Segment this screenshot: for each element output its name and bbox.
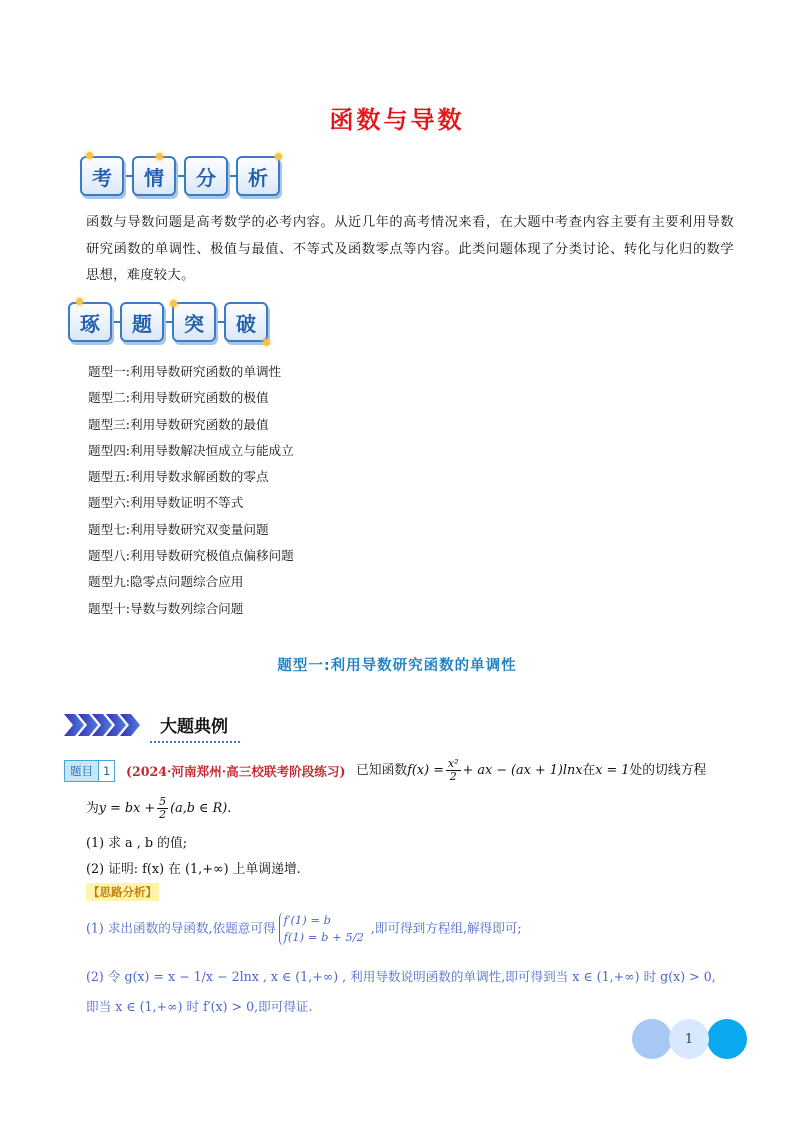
tile-connector (176, 175, 184, 177)
fraction: $\frac{\text{x²}}{2}$ (447, 757, 459, 783)
tile-3: 突 (172, 302, 216, 342)
page-title: 函数与导数 (329, 105, 465, 134)
tile-4: 破 (224, 302, 268, 342)
page-deco-circle (707, 1019, 747, 1059)
question-part-1: (1) 求 a , b 的值; (86, 836, 188, 851)
question-tag-label: 题目 (65, 761, 98, 781)
tile-connector (164, 321, 172, 323)
list-item[interactable]: 题型三:利用导数研究函数的最值 (88, 416, 269, 432)
tile-3: 分 (184, 156, 228, 196)
tile-1: 琢 (68, 302, 112, 342)
question-number: 1 (98, 761, 114, 781)
section-banner-breakthrough (68, 302, 268, 342)
sparkle-icon (76, 298, 83, 305)
question-line-1: 已知函数f(x) = $\frac{\text{x²}}{2}$ + ax − (ax + 1)lnx在x = 1处的切线方程 (356, 757, 707, 783)
list-item[interactable]: 题型一:利用导数研究函数的单调性 (88, 364, 282, 379)
tile-connector (124, 175, 132, 177)
list-item[interactable]: 题型五:利用导数求解函数的零点 (88, 469, 269, 485)
list-item[interactable]: 题型二:利用导数研究函数的极值 (88, 390, 269, 406)
hint-tag: 【思路分析】 (88, 885, 157, 899)
chevron-arrows-icon (64, 714, 134, 736)
page-deco-circle (632, 1019, 672, 1059)
question-tag (64, 760, 115, 782)
intro-paragraph: 函数与导数问题是高考数学的必考内容。从近几年的高考情况来看，在大题中考查内容主要有主要利用导数研究函数的单调性、极值与最值、不等式及函数零点等内容。此类问题体现了分类讨论、转化与化归的数学思想，难度较大。 (86, 215, 734, 283)
list-item[interactable]: 题型九:隐零点问题综合应用 (88, 574, 244, 590)
list-item[interactable]: 题型六:利用导数证明不等式 (88, 495, 244, 511)
tile-connector (112, 321, 120, 323)
sparkle-icon (86, 152, 93, 159)
list-item[interactable]: 题型四:利用导数解决恒成立与能成立 (88, 442, 294, 458)
equation-system: f′(1) = b f(1) = b + 5/2 (279, 912, 368, 946)
hint-line-3: 即当 x ∈ (1,+∞) 时 f′(x) > 0,即可得证. (86, 999, 313, 1014)
tile-connector (228, 175, 236, 177)
question-line-2: 为y = bx + $\frac{5}{2}$ (a,b ∈ R). (86, 795, 232, 821)
list-item[interactable]: 题型七:利用导数研究双变量问题 (88, 521, 269, 537)
question-part-2: (2) 证明: f(x) 在 (1,+∞) 上单调递增. (86, 862, 301, 877)
tile-2: 题 (120, 302, 164, 342)
tile-1: 考 (80, 156, 124, 196)
question-source: (2024·河南郑州·高三校联考阶段练习) (126, 764, 346, 779)
tile-4: 析 (236, 156, 280, 196)
section-banner-analysis (80, 156, 280, 196)
sparkle-icon (156, 153, 163, 160)
list-item[interactable]: 题型八:利用导数研究极值点偏移问题 (88, 548, 294, 564)
sparkle-icon (263, 339, 270, 346)
hint-line-2: (2) 令 g(x) = x − 1/x − 2lnx , x ∈ (1,+∞) , 利用导数说明函数的单调性,即可得到当 x ∈ (1,+∞) 时 g(x) > 0, (86, 969, 716, 984)
tile-connector (216, 321, 224, 323)
question-type-list (88, 359, 294, 622)
sparkle-icon (275, 153, 282, 160)
hint-line-1: (1) 求出函数的导函数,依题意可得 f′(1) = b f(1) = b + 5/2 ,即可得到方程组,解得即可; (86, 913, 522, 944)
section-heading: 题型一:利用导数研究函数的单调性 (277, 658, 517, 674)
sparkle-icon (170, 300, 177, 307)
list-item[interactable]: 题型十:导数与数列综合问题 (88, 600, 244, 616)
fraction: $\frac{5}{2}$ (159, 795, 167, 821)
page-number: 1 (669, 1019, 709, 1059)
tile-2: 情 (132, 156, 176, 196)
label-underline (150, 739, 240, 743)
example-label: 大题典例 (160, 717, 228, 737)
